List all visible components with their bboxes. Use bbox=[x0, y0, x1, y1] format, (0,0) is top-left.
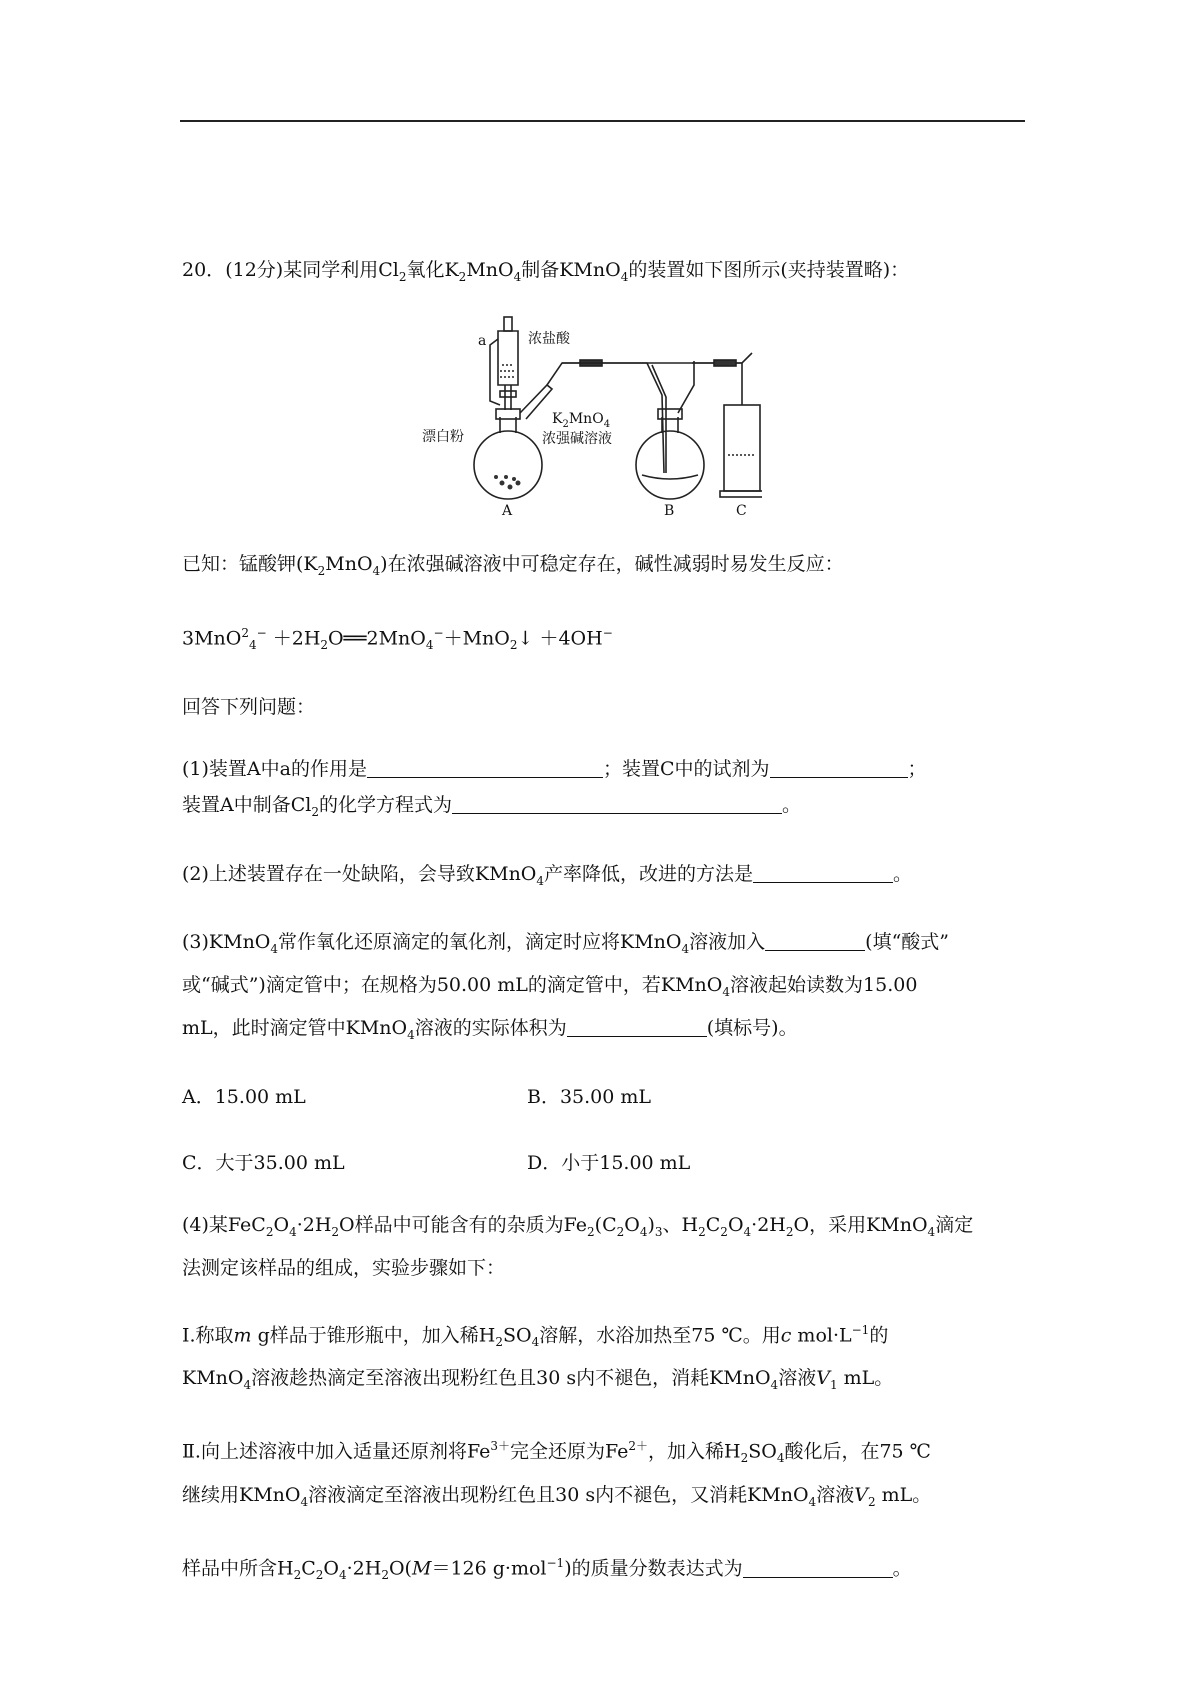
question-2: (2)上述装置存在一处缺陷，会导致KMnO$_4$产率降低，改进的方法是 。 bbox=[182, 862, 913, 888]
answer-blank-1c[interactable] bbox=[452, 793, 782, 814]
answer-blank-3b[interactable] bbox=[567, 1016, 707, 1037]
question-4: (4)某$FeC_2O_4\cdot 2H_2O$样品中可能含有的杂质为$Fe_2(C_2O_4)_3$、$H_2C_2O_4\cdot 2H_2O$，采用KMnO$_4$滴定 法测定该样品的组成，实验步骤如下： bbox=[182, 1213, 974, 1279]
label-a: a bbox=[478, 332, 487, 349]
question-number: 20． bbox=[182, 259, 226, 281]
question-intro: 20．(12分)某同学利用$Cl_2$氧化$K_2MnO_4$制备KMnO$_4$的装置如下图所示(夹持装置略)： bbox=[182, 259, 910, 284]
label-B: B bbox=[664, 502, 675, 515]
header-rule bbox=[180, 120, 1025, 122]
option-c[interactable]: C．大于35.00 mL bbox=[182, 1151, 345, 1174]
label-k2mno4: $K_2MnO_4$ bbox=[552, 410, 611, 430]
answer-blank-1b[interactable] bbox=[770, 757, 908, 778]
option-a[interactable]: A．15.00 mL bbox=[182, 1085, 306, 1108]
label-bleach: 漂白粉 bbox=[422, 428, 464, 445]
question-1: (1)装置A中a的作用是 ；装置C中的试剂为 ； 装置A中制备$Cl_2$的化学方程式为 。 bbox=[182, 757, 927, 819]
known-statement: 已知：锰酸钾$(K_2MnO_4)$在浓强碱溶液中可稳定存在，碱性减弱时易发生反应： bbox=[182, 552, 844, 578]
step-1: Ⅰ.称取m g样品于锥形瓶中，加入稀$H_2SO_4$溶解，水浴加热至75 ℃。用c $mol\cdot L^{-1}$的 KMnO$_4$溶液趁热滴定至溶液出现粉红色且30 s内不褪色，消耗KMnO$_4$溶液$V_1$ mL。 bbox=[182, 1322, 894, 1392]
option-d[interactable]: D．小于15.00 mL bbox=[527, 1151, 691, 1174]
question-score: (12分) bbox=[225, 259, 284, 281]
answer-prompt: 回答下列问题： bbox=[182, 695, 316, 718]
final-question: 样品中所含$H_2C_2O_4\cdot 2H_2O(M=126$ g·mol$^{-1}$)的质量分数表达式为 。 bbox=[182, 1556, 912, 1583]
reaction-equation: $3MnO^2_4^- +2H_2O══2MnO_4^-+MnO_2↓ +4OH^-$ bbox=[182, 625, 613, 652]
label-solution: 浓强碱溶液 bbox=[542, 430, 612, 447]
label-A: A bbox=[502, 502, 513, 515]
step-2: Ⅱ.向上述溶液中加入适量还原剂将$Fe^{3+}$完全还原为$Fe^{2+}$，加入稀$H_2SO_4$酸化后，在75 ℃ 继续用KMnO$_4$溶液滴定至溶液出现粉红色且30 s内不褪色，又消耗KMnO$_4$溶液$V_2$ mL。 bbox=[182, 1439, 932, 1509]
apparatus-figure bbox=[182, 305, 1027, 520]
answer-blank-4[interactable] bbox=[743, 1557, 893, 1578]
options-row-2 bbox=[182, 1145, 1027, 1181]
answer-blank-1a[interactable] bbox=[367, 757, 603, 778]
apparatus-diagram bbox=[402, 305, 762, 515]
question-3: (3)KMnO$_4$常作氧化还原滴定的氧化剂，滴定时应将KMnO$_4$溶液加入 (填“酸式” 或“碱式”)滴定管中；在规格为50.00 mL的滴定管中，若KMnO$_4$溶液起始读数为15.00 mL，此时滴定管中KMnO$_4$溶液的实际体积为 (填标号)。 bbox=[182, 931, 949, 1042]
answer-blank-2[interactable] bbox=[753, 862, 893, 883]
options-row-1 bbox=[182, 1079, 1027, 1115]
option-b[interactable]: B．35.00 mL bbox=[527, 1085, 652, 1108]
label-C: C bbox=[736, 502, 747, 515]
label-hcl: 浓盐酸 bbox=[528, 330, 570, 347]
answer-blank-3a[interactable] bbox=[765, 930, 865, 951]
question-page bbox=[182, 252, 1027, 1593]
